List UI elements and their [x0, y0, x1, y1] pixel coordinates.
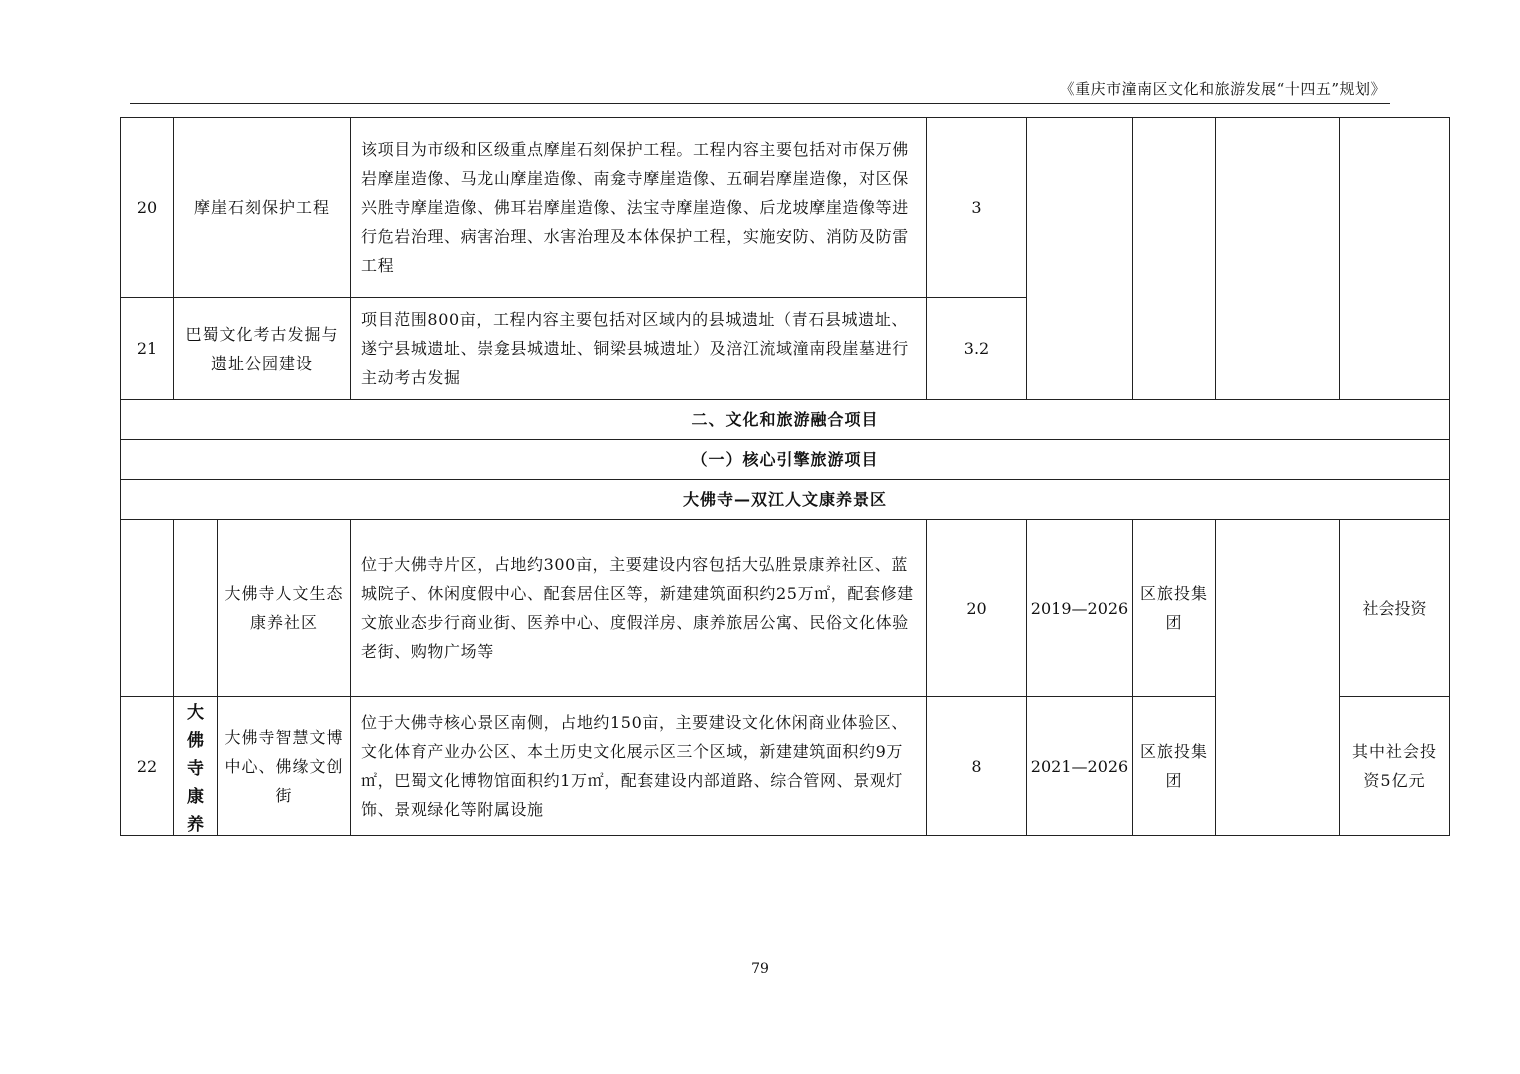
responsible-unit: 区旅投集团	[1133, 520, 1216, 697]
construction-period: 2019—2026	[1027, 520, 1133, 697]
construction-period: 2021—2026	[1027, 697, 1133, 836]
period-cell	[1027, 118, 1133, 400]
project-description: 该项目为市级和区级重点摩崖石刻保护工程。工程内容主要包括对市保万佛岩摩崖造像、马龙山摩崖造像、南龛寺摩崖造像、五硐岩摩崖造像，对区保兴胜寺摩崖造像、佛耳岩摩崖造像、法宝寺摩崖造像、后龙坡摩崖造像等进行危岩治理、病害治理、水害治理及本体保护工程，实施安防、消防及防雷工程	[351, 118, 927, 298]
row-number: 20	[121, 118, 174, 298]
section-heading: 二、文化和旅游融合项目	[121, 400, 1450, 440]
project-name: 巴蜀文化考古发掘与遗址公园建设	[174, 298, 351, 400]
source-cell	[1340, 118, 1450, 400]
investment-value: 3	[927, 118, 1027, 298]
group-cell	[174, 520, 218, 697]
page-number: 79	[751, 961, 769, 977]
section-row	[121, 400, 1450, 440]
funding-source: 其中社会投资5亿元	[1340, 697, 1450, 836]
row-number	[121, 520, 174, 697]
row-number: 22	[121, 697, 174, 836]
investment-value: 8	[927, 697, 1027, 836]
group-cell	[174, 697, 218, 836]
project-description: 位于大佛寺核心景区南侧，占地约150亩，主要建设文化休闲商业体验区、文化体育产业办公区、本土历史文化展示区三个区域，新建建筑面积约9万㎡，巴蜀文化博物馆面积约1万㎡，配套建设内部道路、综合管网、景观灯饰、景观绿化等附属设施	[351, 697, 927, 836]
subsection-heading: （一）核心引擎旅游项目	[121, 440, 1450, 480]
table-row	[121, 520, 1450, 697]
project-name: 大佛寺智慧文博中心、佛缘文创街	[218, 697, 351, 836]
table-row	[121, 118, 1450, 298]
section-row	[121, 440, 1450, 480]
section-row	[121, 480, 1450, 520]
header-divider	[130, 103, 1390, 104]
project-name: 摩崖石刻保护工程	[174, 118, 351, 298]
project-description: 项目范围800亩，工程内容主要包括对区域内的县城遗址（青石县城遗址、遂宁县城遗址、崇龛县城遗址、铜梁县城遗址）及涪江流域潼南段崖墓进行主动考古发掘	[351, 298, 927, 400]
blank-cell	[1216, 520, 1340, 836]
document-header-title: 《重庆市潼南区文化和旅游发展“十四五”规划》	[1059, 80, 1386, 98]
investment-value: 20	[927, 520, 1027, 697]
group-label-vertical: 大佛寺康养	[187, 703, 204, 833]
blank-cell	[1216, 118, 1340, 400]
funding-source: 社会投资	[1340, 520, 1450, 697]
project-table	[120, 117, 1450, 836]
project-name: 大佛寺人文生态康养社区	[218, 520, 351, 697]
investment-value: 3.2	[927, 298, 1027, 400]
project-description: 位于大佛寺片区，占地约300亩，主要建设内容包括大弘胜景康养社区、蓝城院子、休闲度假中心、配套居住区等，新建建筑面积约25万㎡，配套修建文旅业态步行商业街、医养中心、度假洋房、康养旅居公寓、民俗文化体验老街、购物广场等	[351, 520, 927, 697]
row-number: 21	[121, 298, 174, 400]
owner-cell	[1133, 118, 1216, 400]
scenic-area-heading: 大佛寺—双江人文康养景区	[121, 480, 1450, 520]
responsible-unit: 区旅投集团	[1133, 697, 1216, 836]
